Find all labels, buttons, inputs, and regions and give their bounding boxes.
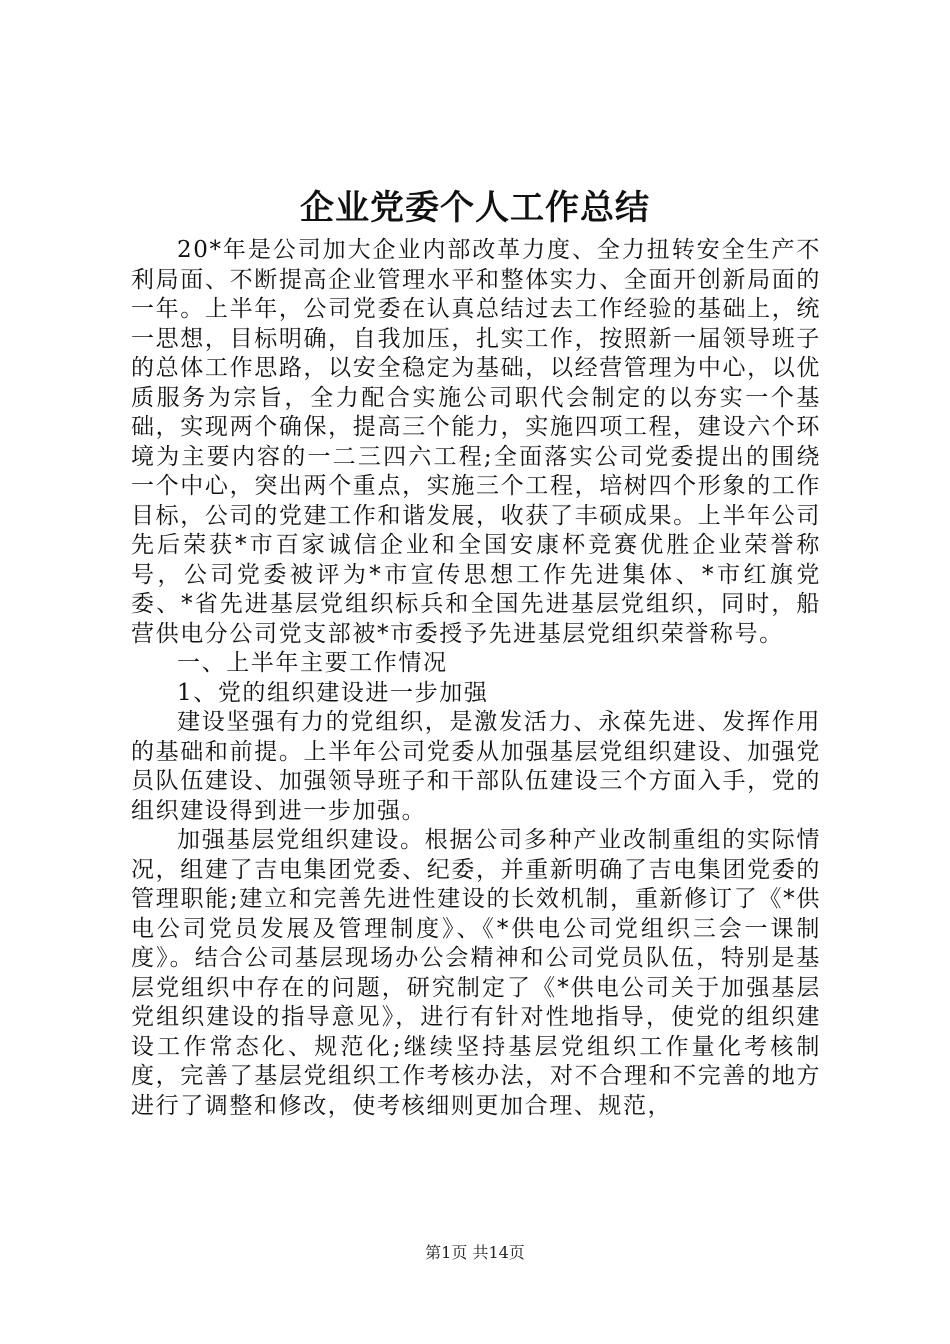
paragraph-organization: 建设坚强有力的党组织，是激发活力、永葆先进、发挥作用的基础和前提。上半年公司党委从加强基层党组织建设、加强党员队伍建设、加强领导班子和干部队伍建设三个方面入手，党的组织建设得到进一步加强。: [131, 709, 821, 824]
section-heading-1: 一、上半年主要工作情况: [177, 650, 448, 676]
document-body: [131, 236, 821, 1121]
subsection-heading-1: 1、党的组织建设进一步加强: [177, 679, 489, 706]
paragraph-intro: 20*年是公司加大企业内部改革力度、全力扭转安全生产不利局面、不断提高企业管理水平和整体实力、全面开创新局面的一年。上半年，公司党委在认真总结过去工作经验的基础上，统一思想，目标明确，自我加压，扎实工作，按照新一届领导班子的总体工作思路，以安全稳定为基础，以经营管理为中心，以优质服务为宗旨，全力配合实施公司职代会制定的以夯实一个基础，实现两个确保，提高三个能力，实施四项工程，建设六个环境为主要内容的一二三四六工程;全面落实公司党委提出的围绕一个中心，突出两个重点，实施三个工程，培树四个形象的工作目标，公司的党建工作和谐发展，收获了丰硕成果。上半年公司先后荣获*市百家诚信企业和全国安康杯竞赛优胜企业荣誉称号，公司党委被评为*市宣传思想工作先进集体、*市红旗党委、*省先进基层党组织标兵和全国先进基层党组织，同时，船营供电分公司党支部被*市委授予先进基层党组织荣誉称号。: [131, 237, 821, 647]
document-title: 企业党委个人工作总结: [300, 188, 650, 228]
paragraph-grassroots: 加强基层党组织建设。根据公司多种产业改制重组的实际情况，组建了吉电集团党委、纪委，并重新明确了吉电集团党委的管理职能;建立和完善先进性建设的长效机制，重新修订了《*供电公司党员发展及管理制度》、《*供电公司党组织三会一课制度》。结合公司基层现场办公会精神和公司党员队伍，特别是基层党组织中存在的问题，研究制定了《*供电公司关于加强基层党组织建设的指导意见》，进行有针对性地指导，使党的组织建设工作常态化、规范化;继续坚持基层党组织工作量化考核制度，完善了基层党组织工作考核办法，对不合理和不完善的地方进行了调整和修改，使考核细则更加合理、规范，: [131, 827, 821, 1119]
page-number: 第1页 共14页: [425, 1243, 525, 1262]
